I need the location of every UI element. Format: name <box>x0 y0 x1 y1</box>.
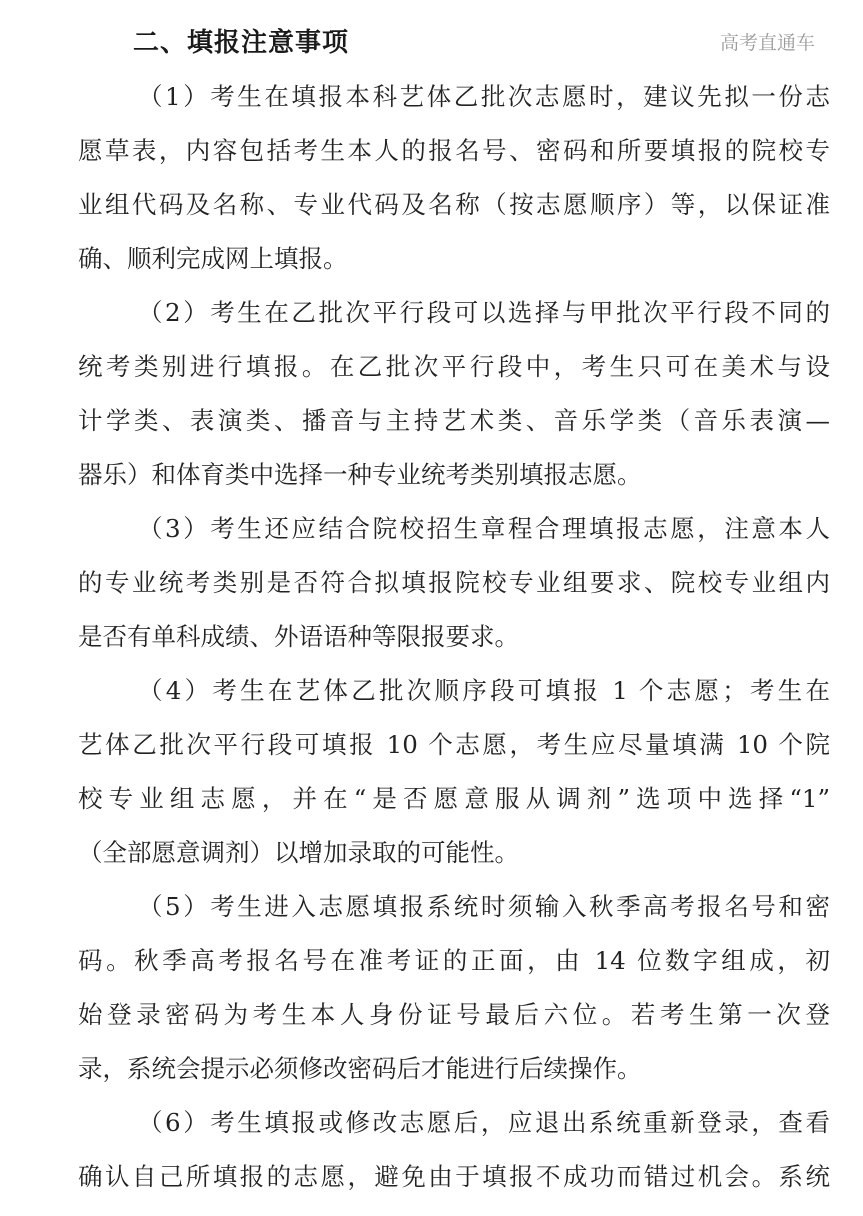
text-line: 器乐）和体育类中选择一种专业统考类别填报志愿。 <box>78 460 642 489</box>
watermark: 高考直通车 <box>720 32 816 54</box>
text-line: （4）考生在艺体乙批次顺序段可填报 1 个志愿；考生在 <box>138 676 830 705</box>
text-line: 始登录密码为考生本人身份证号最后六位。若考生第一次登 <box>78 1000 830 1029</box>
text-line: 业组代码及名称、专业代码及名称（按志愿顺序）等，以保证准 <box>78 190 830 219</box>
document-body <box>78 70 830 1204</box>
section-heading: 二、填报注意事项 <box>133 28 350 58</box>
text-line: （1）考生在填报本科艺体乙批次志愿时，建议先拟一份志 <box>138 82 830 111</box>
paragraph-3 <box>78 502 830 664</box>
text-line: 校专业组志愿，并在“是否愿意服从调剂”选项中选择“1” <box>78 784 830 813</box>
text-line: 愿草表，内容包括考生本人的报名号、密码和所要填报的院校专 <box>78 136 830 165</box>
text-line: （6）考生填报或修改志愿后，应退出系统重新登录，查看 <box>138 1108 830 1137</box>
paragraph-4 <box>78 664 830 880</box>
text-line: （3）考生还应结合院校招生章程合理填报志愿，注意本人 <box>138 514 830 543</box>
text-line: 是否有单科成绩、外语语种等限报要求。 <box>78 622 519 651</box>
text-line: 统考类别进行填报。在乙批次平行段中，考生只可在美术与设 <box>78 352 830 381</box>
text-line: 码。秋季高考报名号在准考证的正面，由 14 位数字组成，初 <box>78 946 830 975</box>
paragraph-5 <box>78 880 830 1096</box>
text-line: 的专业统考类别是否符合拟填报院校专业组要求、院校专业组内 <box>78 568 830 597</box>
text-line: 录，系统会提示必须修改密码后才能进行后续操作。 <box>78 1054 642 1083</box>
text-line: （2）考生在乙批次平行段可以选择与甲批次平行段不同的 <box>138 298 830 327</box>
paragraph-1 <box>78 70 830 286</box>
text-line: 计学类、表演类、播音与主持艺术类、音乐学类（音乐表演— <box>78 406 830 435</box>
paragraph-6 <box>78 1096 830 1204</box>
text-line: 确认自己所填报的志愿，避免由于填报不成功而错过机会。系统 <box>78 1162 830 1191</box>
text-line: （5）考生进入志愿填报系统时须输入秋季高考报名号和密 <box>138 892 830 921</box>
text-line: 艺体乙批次平行段可填报 10 个志愿，考生应尽量填满 10 个院 <box>78 730 830 759</box>
paragraph-2 <box>78 286 830 502</box>
text-line: 确、顺利完成网上填报。 <box>78 244 348 273</box>
text-line: （全部愿意调剂）以增加录取的可能性。 <box>78 838 519 867</box>
